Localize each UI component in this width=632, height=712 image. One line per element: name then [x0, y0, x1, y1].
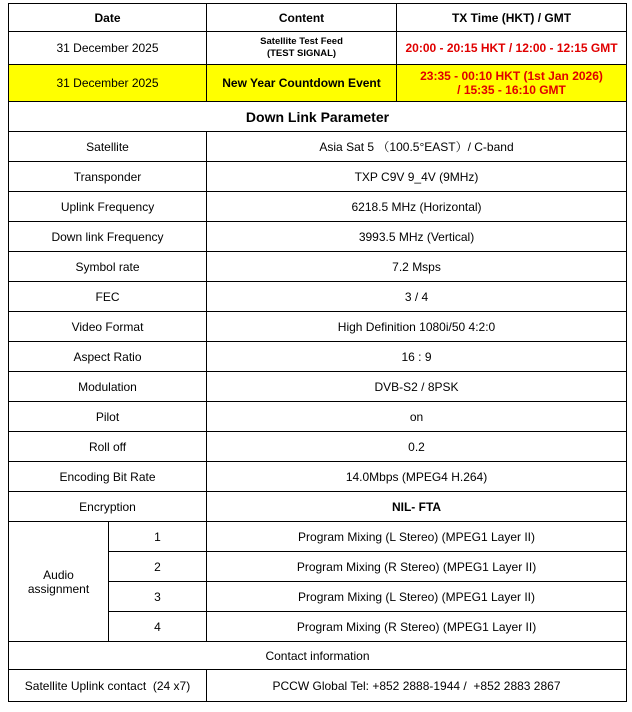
- audio-channel-number: 3: [109, 582, 207, 612]
- broadcast-info-table: [8, 3, 627, 702]
- downlink-title: Down Link Parameter: [9, 102, 627, 132]
- param-row: [9, 462, 627, 492]
- audio-channel-number: 1: [109, 522, 207, 552]
- param-label: Down link Frequency: [9, 222, 207, 252]
- schedule-row-test-feed: [9, 32, 627, 65]
- audio-channel-number: 2: [109, 552, 207, 582]
- param-label: Video Format: [9, 312, 207, 342]
- param-row: [9, 222, 627, 252]
- contact-row: [9, 670, 627, 702]
- schedule-content: [207, 32, 397, 65]
- audio-channel-value: Program Mixing (R Stereo) (MPEG1 Layer II): [207, 612, 627, 642]
- param-value: DVB-S2 / 8PSK: [207, 372, 627, 402]
- param-value: 14.0Mbps (MPEG4 H.264): [207, 462, 627, 492]
- audio-channel-value: Program Mixing (L Stereo) (MPEG1 Layer II): [207, 522, 627, 552]
- header-tx-time: TX Time (HKT) / GMT: [397, 4, 627, 32]
- param-label: Uplink Frequency: [9, 192, 207, 222]
- param-row: [9, 252, 627, 282]
- param-row: [9, 192, 627, 222]
- contact-title-row: [9, 642, 627, 670]
- param-row: [9, 312, 627, 342]
- param-row: [9, 282, 627, 312]
- param-label: Encryption: [9, 492, 207, 522]
- param-value: 7.2 Msps: [207, 252, 627, 282]
- param-value: NIL- FTA: [207, 492, 627, 522]
- param-value: on: [207, 402, 627, 432]
- audio-label-line2: assignment: [27, 581, 90, 596]
- schedule-time-line1: 23:35 - 00:10 HKT (1st Jan 2026): [420, 69, 603, 83]
- schedule-time-line2: / 15:35 - 16:10 GMT: [457, 83, 566, 97]
- param-value: 6218.5 MHz (Horizontal): [207, 192, 627, 222]
- audio-label-line1: Audio: [43, 567, 74, 582]
- param-row: [9, 342, 627, 372]
- contact-value: PCCW Global Tel: +852 2888-1944 / +852 2883 2867: [207, 670, 627, 702]
- audio-label: [9, 522, 109, 642]
- schedule-date: 31 December 2025: [9, 32, 207, 65]
- schedule-content-line2: (TEST SIGNAL): [266, 48, 337, 59]
- header-row: [9, 4, 627, 32]
- param-value: TXP C9V 9_4V (9MHz): [207, 162, 627, 192]
- param-value: Asia Sat 5 （100.5°EAST）/ C-band: [207, 132, 627, 162]
- schedule-time: 20:00 - 20:15 HKT / 12:00 - 12:15 GMT: [397, 32, 627, 65]
- audio-channel-number: 4: [109, 612, 207, 642]
- contact-title: Contact information: [9, 642, 627, 670]
- param-row: [9, 432, 627, 462]
- param-row: [9, 492, 627, 522]
- param-label: Encoding Bit Rate: [9, 462, 207, 492]
- schedule-date: 31 December 2025: [9, 65, 207, 102]
- param-label: Transponder: [9, 162, 207, 192]
- param-label: Modulation: [9, 372, 207, 402]
- schedule-content-line1: Satellite Test Feed: [260, 36, 343, 47]
- header-date: Date: [9, 4, 207, 32]
- param-value: 3993.5 MHz (Vertical): [207, 222, 627, 252]
- param-row: [9, 372, 627, 402]
- contact-label: Satellite Uplink contact (24 x7): [9, 670, 207, 702]
- audio-channel-value: Program Mixing (R Stereo) (MPEG1 Layer II): [207, 552, 627, 582]
- param-value: 0.2: [207, 432, 627, 462]
- schedule-content: New Year Countdown Event: [207, 65, 397, 102]
- param-label: Pilot: [9, 402, 207, 432]
- schedule-time: [397, 65, 627, 102]
- audio-channel-value: Program Mixing (L Stereo) (MPEG1 Layer II): [207, 582, 627, 612]
- param-label: Symbol rate: [9, 252, 207, 282]
- header-content: Content: [207, 4, 397, 32]
- param-value: 16 : 9: [207, 342, 627, 372]
- param-value: 3 / 4: [207, 282, 627, 312]
- param-row: [9, 132, 627, 162]
- param-label: Aspect Ratio: [9, 342, 207, 372]
- schedule-row-countdown: [9, 65, 627, 102]
- param-label: Satellite: [9, 132, 207, 162]
- param-row: [9, 402, 627, 432]
- param-row: [9, 162, 627, 192]
- param-value: High Definition 1080i/50 4:2:0: [207, 312, 627, 342]
- param-label: FEC: [9, 282, 207, 312]
- downlink-title-row: [9, 102, 627, 132]
- audio-row: [9, 522, 627, 552]
- param-label: Roll off: [9, 432, 207, 462]
